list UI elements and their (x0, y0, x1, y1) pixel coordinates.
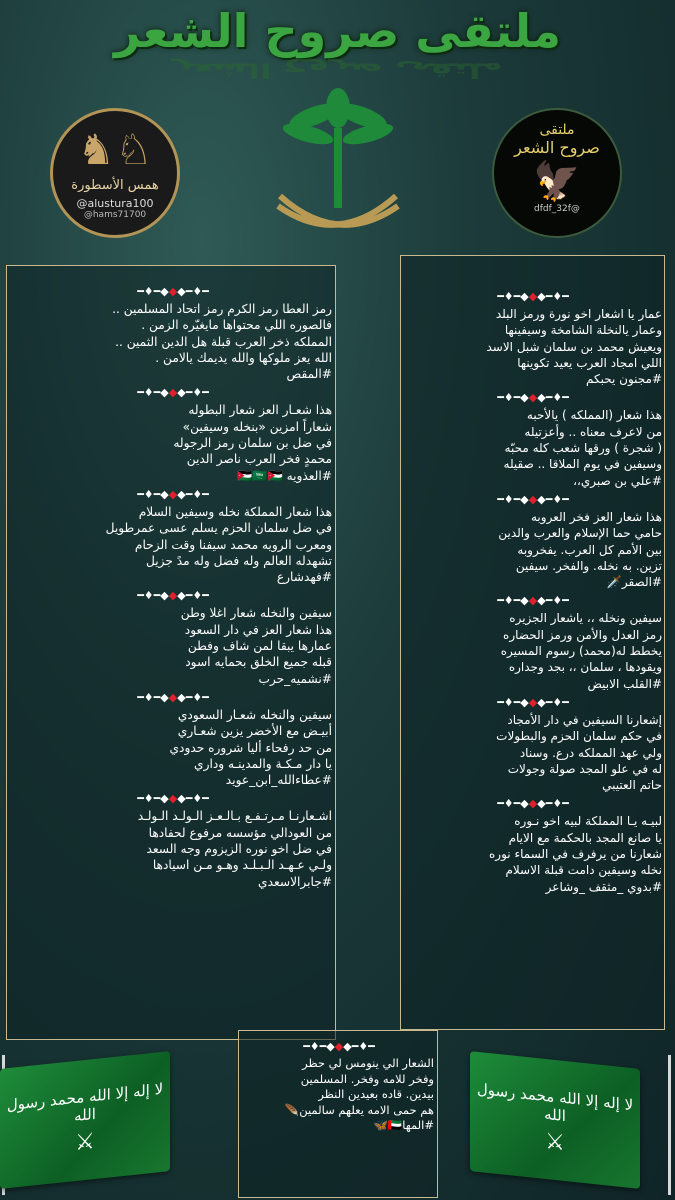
flag-pole-right (668, 1055, 671, 1195)
divider-left: ━♦━◆ (537, 695, 569, 709)
poem-line: #بدوي _مثقف _وشاعر (545, 879, 662, 894)
logo-right-line2: صروح الشعر (514, 138, 600, 157)
ornament-divider (404, 493, 662, 509)
red-diamond-icon: ◆ (168, 792, 178, 806)
poem-block (14, 402, 332, 483)
divider-right: ◆━♦━ (137, 386, 169, 400)
poem-line: في ضل بن سلمان رمز الرجوله (173, 436, 332, 451)
poem-block (14, 504, 332, 585)
red-diamond-icon: ◆ (168, 386, 178, 400)
poem-line: من العودالي مؤسسه مرفوع لحفادها (148, 825, 332, 840)
ornament-divider (404, 696, 662, 712)
poem-line: قبله جميع الخلق بحمايه اسود (185, 655, 332, 670)
poem-block (14, 301, 332, 382)
divider-right: ◆━♦━ (137, 792, 169, 806)
ornament-divider (14, 285, 332, 301)
red-diamond-icon: ◆ (168, 285, 178, 298)
poem-line: بين الأمم كل العرب. يفخروبه (517, 542, 662, 557)
poem-line: سيفين والنخله شعـار السعودي (177, 707, 332, 722)
poem-line: بيدين. قاده بعيدين النظر (318, 1087, 434, 1101)
red-diamond-icon: ◆ (168, 589, 178, 603)
divider-left: ━♦━◆ (177, 792, 209, 806)
red-diamond-icon: ◆ (528, 594, 538, 608)
divider-right: ◆━♦━ (497, 594, 529, 608)
poem-line: سيفين والنخله شعار اغلا وطن (180, 606, 332, 621)
red-diamond-icon: ◆ (334, 1040, 344, 1053)
flag-right-shahada: لا إله إلا الله محمد رسول الله (476, 1079, 634, 1126)
divider-right: ◆━♦━ (497, 492, 529, 506)
eagle-icon: 🦅 (533, 159, 581, 203)
saudi-flag-right (470, 1051, 640, 1189)
poem-line: فالصوره اللي محتواها مايغيّره الزمن . (141, 318, 332, 333)
page-title-reflection: ملتقى صروح الشعر (172, 58, 503, 82)
divider-left: ━♦━◆ (537, 797, 569, 811)
poem-line: #القلب الابيض (587, 676, 662, 691)
red-diamond-icon: ◆ (528, 695, 538, 709)
poem-line: حامي حما الإسلام والعرب والدين (498, 526, 662, 541)
poem-line: #فهدشارع (276, 570, 332, 585)
poem-line: #العذويه 🇯🇴🇸🇦🇯🇴 (237, 468, 332, 483)
red-diamond-icon: ◆ (528, 797, 538, 811)
poem-line: هذا شعار المملكة نخله وسيفين السلام (138, 504, 332, 519)
poem-line: الشعار الي ينومس لي حظر (302, 1056, 434, 1070)
poem-line: تزين. به نخله. والفخر. سيفين (515, 558, 662, 573)
poem-line: من لاعرف معناه .. وأعزتيله (524, 424, 662, 439)
divider-left: ━♦━◆ (177, 690, 209, 704)
poem-line: هم حمى الامه يعلهم سالمين🪶 (284, 1102, 434, 1117)
poem-block (404, 813, 662, 894)
poem-line: ولـي عـهـد الـبـلـد وهـو مـن اسيادها (152, 858, 332, 873)
poem-line: في ضل اخو نوره الزيزوم وجه السعد (146, 842, 332, 857)
ornament-divider (14, 386, 332, 402)
poem-line: #جابرالاسعدي (258, 874, 332, 889)
logo-left-brand: همس الأسطورة (71, 178, 159, 193)
ornament-divider (14, 488, 332, 504)
saudi-flag-left (0, 1051, 170, 1189)
logo-left-handle: @alustura100 (76, 197, 154, 210)
poem-block (14, 707, 332, 788)
poem-block (14, 605, 332, 686)
poem-line: له في علو المجد صولة وجولات (507, 761, 662, 776)
ornament-divider (404, 290, 662, 306)
poem-line: من حد رفحاء أليا شروره حدودي (169, 740, 332, 755)
poem-line: اشـعارنـا مـرتـفـع بـالـعـز الـولـد الـولـد (137, 809, 332, 824)
poem-line: شعاراً امزين «بنخله وسيفين» (182, 419, 332, 434)
ornament-divider (244, 1040, 434, 1056)
poem-line: #علي بن صبري،، (573, 473, 662, 488)
divider-left: ━♦━◆ (537, 594, 569, 608)
page-title: ملتقى صروح الشعر (114, 4, 561, 58)
logo-left-handle-secondary: @hams71700 (83, 210, 147, 220)
poem-line: يخطط له(محمد) رسوم المسيره (500, 644, 662, 659)
divider-right: ◆━♦━ (137, 589, 169, 603)
poem-line: تشهدله العالم وله فضل وله مدً جزيل (146, 553, 332, 568)
poem-line: محمدٍ فخر العرب ناصر الدين (186, 452, 332, 467)
poem-line: #المقص (286, 367, 332, 382)
divider-left: ━♦━◆ (177, 285, 209, 298)
sword-icon: ⚔ (545, 1128, 565, 1157)
poem-line: هذا شعار العز فخر العروبه (531, 509, 662, 524)
right-poems-column (404, 290, 662, 899)
divider-left: ━♦━◆ (343, 1040, 375, 1053)
divider-right: ◆━♦━ (497, 391, 529, 405)
poem-line: ( شجرة ) ورقها شعب كله محبّه (504, 441, 662, 456)
poem-line: ولي عهد المملكه درع. وسناد (519, 745, 662, 760)
poem-line: هذا شعـار العز شعار البطوله (188, 403, 332, 418)
sword-icon: ⚔ (75, 1128, 95, 1157)
poem-line: أبيـض مع الأخضر يزين شعـاري (177, 724, 332, 739)
poem-line: لبيـه يـا المملكة لبيه اخو نـوره (514, 814, 662, 829)
divider-left: ━♦━◆ (537, 492, 569, 506)
poem-line: شعارنا من يرفرف في السماء نوره (489, 847, 662, 862)
poem-line: #نشميه_حرب (258, 671, 332, 686)
poem-line: #المها🇦🇪🦋 (373, 1118, 434, 1132)
poem-line: يا دار مـكـة والمدينـه وداري (194, 756, 332, 771)
red-diamond-icon: ◆ (528, 391, 538, 405)
divider-right: ◆━♦━ (137, 690, 169, 704)
divider-left: ━♦━◆ (177, 487, 209, 501)
poem-block (404, 712, 662, 793)
ornament-divider (14, 589, 332, 605)
poem-line: سيفين ونخله ،، ياشعار الجزيره (509, 611, 662, 626)
poem-line: وفخر للامه وفخر. المسلمين (300, 1071, 434, 1086)
poem-line: الله يعز ملوكها والله يديمك يالامن . (155, 350, 332, 365)
header (0, 0, 675, 90)
logo-right-line1: ملتقى (539, 122, 575, 138)
poem-line: هذا شعار (المملكه ) يالأحبه (526, 408, 662, 423)
poem-line: رمز العدل والأمن ورمز الحضاره (503, 627, 662, 642)
poem-line: #الصقر🗡️ (606, 575, 662, 590)
poem-line: في ضل سلمان الحزم يسلم عسى عمرطويل (105, 521, 332, 536)
horses-icon: ♞♘ (77, 125, 153, 174)
saudi-emblem-icon (272, 88, 404, 258)
left-poems-column (14, 285, 332, 894)
divider-right: ◆━♦━ (497, 797, 529, 811)
ornament-divider (14, 792, 332, 808)
red-diamond-icon: ◆ (528, 290, 538, 303)
ornament-divider (404, 797, 662, 813)
ornament-divider (404, 594, 662, 610)
poem-line: في حكم سلمان الحزم والبطولات (496, 729, 662, 744)
bottom-poem-column (244, 1040, 434, 1134)
divider-right: ◆━♦━ (137, 285, 169, 298)
poem-line: حاتم العتيبي (602, 778, 662, 793)
poem-line: ويقودها ، سلمان ،، بجد وجداره (508, 660, 662, 675)
red-diamond-icon: ◆ (168, 487, 178, 501)
poem-line: اللي امجاد العرب يعيد تكوينها (517, 355, 662, 370)
hams-alustura-logo (50, 108, 180, 238)
red-diamond-icon: ◆ (528, 492, 538, 506)
poem-line: يا صانع المجد بالحكمة مع الايام (508, 830, 662, 845)
ornament-divider (404, 391, 662, 407)
poem-line: عمارها يبقا لمن شاف وفطن (187, 639, 332, 654)
poem-line: ويعيش محمد بن سلمان شبل الاسد (486, 339, 662, 354)
divider-right: ◆━♦━ (497, 290, 529, 303)
divider-right: ◆━♦━ (137, 487, 169, 501)
divider-left: ━♦━◆ (177, 589, 209, 603)
divider-left: ━♦━◆ (537, 391, 569, 405)
poem-line: #مجنون يحبكم (586, 372, 662, 387)
ornament-divider (14, 691, 332, 707)
poem-block (404, 509, 662, 590)
divider-right: ◆━♦━ (303, 1040, 335, 1053)
poem-block (14, 808, 332, 889)
poem-line: ومعرب الرويه محمد سيفنا وقت الزحام (134, 537, 332, 552)
poem-line: عمار يا اشعار اخو نورة ورمز البلد (495, 307, 662, 321)
poem-line: المملكه ذخر العرب قبلة هل الدين الثمين .. (115, 334, 332, 349)
poem-line: وعمار يالنخلة الشامخة وسيفينها (504, 323, 662, 338)
logo-right-handle: dfdf_32f@ (534, 204, 580, 214)
flag-left-shahada: لا إله إلا الله محمد رسول الله (6, 1079, 164, 1126)
poem-block (404, 610, 662, 691)
poem-line: وسيفين في يوم الملاقا .. صقيله (503, 457, 662, 472)
poem-block (404, 407, 662, 488)
sroh-alshear-logo (492, 108, 622, 238)
divider-right: ◆━♦━ (497, 695, 529, 709)
poem-line: #عطاءالله_ابن_عويد (225, 773, 332, 788)
poem-line: هذا شعار العز في دار السعود (184, 622, 332, 637)
poem-line: إشعارنا السيفين في دار الأمجاد (507, 712, 662, 727)
divider-left: ━♦━◆ (177, 386, 209, 400)
poem-line: رمز العطا رمز الكرم رمز اتحاد المسلمين .. (112, 302, 332, 316)
poem-line: نخله وسيفين دامت قبلة الاسلام (505, 863, 662, 878)
red-diamond-icon: ◆ (168, 690, 178, 704)
poem-block (404, 306, 662, 387)
divider-left: ━♦━◆ (537, 290, 569, 303)
